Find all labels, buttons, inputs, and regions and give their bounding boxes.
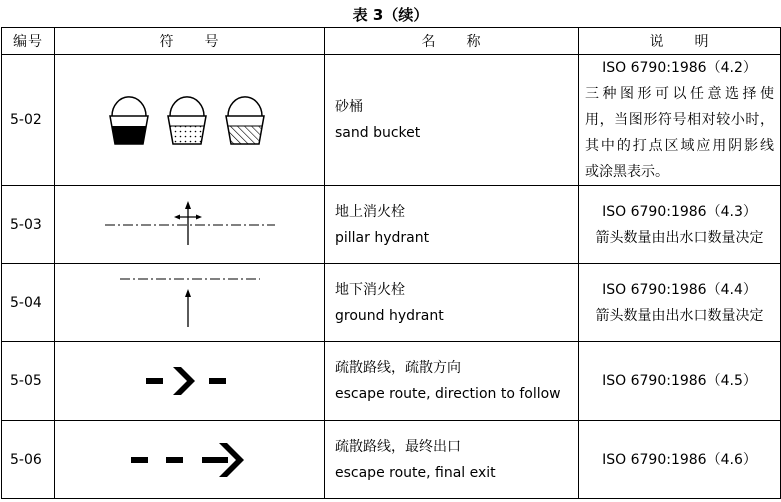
name-en: sand bucket [335,125,421,141]
header-symbol: 符 号 [55,28,325,55]
note-line: 或涂黑表示。 [585,164,669,180]
name-en: escape route, direction to follow [335,386,561,402]
name-cell [325,186,579,264]
iso-ref: ISO 6790:1986（4.6） [602,451,757,468]
header-code: 编号 [2,28,55,55]
table-row [2,55,781,186]
row-code: 5-06 [2,421,55,499]
note-line: 箭头数量由出水口数量决定 [595,307,764,324]
symbol-cell [55,186,325,264]
desc-cell [579,342,781,421]
symbol-cell [55,421,325,499]
iso-ref: ISO 6790:1986（4.4） [602,281,757,298]
note-line: 用，当图形符号相对较小时， [585,112,774,128]
name-cn: 疏散路线，最终出口 [335,438,461,455]
table-row [2,342,781,421]
name-cn: 地上消火栓 [335,203,405,220]
pillar-hydrant-icon [100,195,280,255]
bucket-hatched [226,97,264,144]
row-code: 5-05 [2,342,55,421]
name-cell [325,55,579,186]
name-cn: 砂桶 [335,99,363,115]
table-title: 表 3（续） [352,6,429,24]
sand-bucket-icon [105,90,275,150]
escape-route-final-exit-icon [125,438,255,482]
name-en: escape route, final exit [335,464,496,481]
symbol-cell [55,264,325,342]
desc-cell [579,186,781,264]
table-row [2,186,781,264]
iso-ref: ISO 6790:1986（4.3） [602,203,757,220]
row-code: 5-04 [2,264,55,342]
note-line: 箭头数量由出水口数量决定 [595,229,764,246]
table-row [2,421,781,499]
note-line: 三种图形可以任意选择使 [585,86,774,102]
bucket-dotted [168,97,206,144]
row-code: 5-03 [2,186,55,264]
iso-ref: ISO 6790:1986（4.2） [602,60,757,76]
header-row [2,28,781,55]
header-desc: 说 明 [579,28,781,55]
name-cn: 疏散路线，疏散方向 [335,360,461,376]
desc-cell [579,55,781,186]
symbol-cell [55,342,325,421]
name-en: ground hydrant [335,307,444,324]
name-en: pillar hydrant [335,229,430,246]
header-name: 名 称 [325,28,579,55]
table-row [2,264,781,342]
escape-route-direction-icon [140,361,240,401]
symbols-table [1,27,781,499]
desc-cell [579,264,781,342]
ground-hydrant-icon [115,273,265,333]
name-cell [325,342,579,421]
symbol-cell [55,55,325,186]
name-cell [325,421,579,499]
bucket-black [110,97,148,144]
note-line: 其中的打点区域应用阴影线 [585,138,774,154]
name-cn: 地下消火栓 [335,281,405,298]
iso-ref: ISO 6790:1986（4.5） [602,373,757,389]
name-cell [325,264,579,342]
desc-cell [579,421,781,499]
row-code: 5-02 [2,55,55,186]
